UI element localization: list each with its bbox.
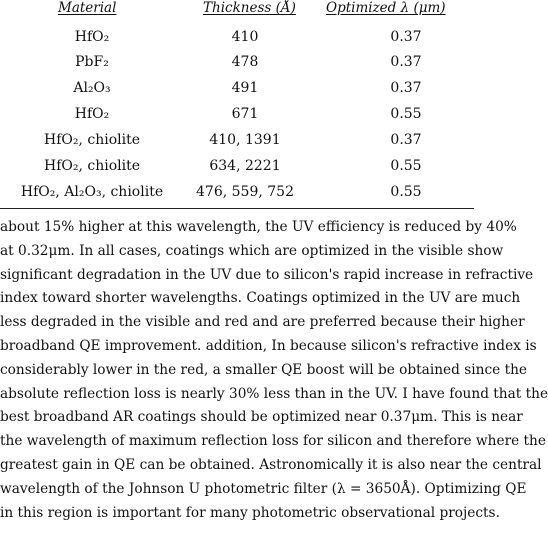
cell-lambda: 0.37 <box>390 132 422 148</box>
table-header <box>0 0 474 20</box>
cell-material: PbF₂ <box>75 54 109 70</box>
table-row <box>0 80 474 104</box>
text-line: significant degradation in the UV due to silicon's rapid increase in refractive <box>0 266 534 283</box>
cell-material: HfO₂, chiolite <box>43 158 141 174</box>
text-line: index toward shorter wavelengths. Coatings optimized in the UV are much <box>0 290 521 307</box>
cell-lambda: 0.55 <box>390 158 422 174</box>
cell-thickness: 634, 2221 <box>209 158 281 174</box>
table-row <box>0 158 474 182</box>
cell-lambda: 0.55 <box>390 106 422 122</box>
cell-material: HfO₂ <box>74 29 110 45</box>
cell-thickness: 476, 559, 752 <box>196 184 294 200</box>
table-row <box>0 54 474 78</box>
cell-thickness: 410 <box>231 29 259 45</box>
table-row <box>0 29 474 53</box>
text-line: broadband QE improvement. addition, In because silicon's refractive index is <box>0 337 537 354</box>
table-row <box>0 184 474 208</box>
cell-lambda: 0.37 <box>390 54 422 70</box>
table-row <box>0 106 474 130</box>
cell-thickness: 671 <box>231 106 259 122</box>
header-material: Material <box>58 0 117 16</box>
cell-thickness: 478 <box>231 54 259 70</box>
text-line: considerably lower in the red, a smaller QE boost will be obtained since the <box>0 361 527 378</box>
cell-lambda: 0.37 <box>390 80 422 96</box>
text-line: in this region is important for many photometric observational projects. <box>0 504 500 521</box>
table-bottom-rule <box>0 208 474 209</box>
cell-material: Al₂O₃ <box>73 80 111 96</box>
text-line: about 15% higher at this wavelength, the UV efficiency is reduced by 40% <box>0 219 517 235</box>
cell-material: HfO₂, Al₂O₃, chiolite <box>20 184 164 200</box>
cell-thickness: 491 <box>231 80 259 96</box>
header-thickness: Thickness (Å) <box>203 0 296 16</box>
cell-material: HfO₂ <box>74 106 110 122</box>
cell-lambda: 0.55 <box>390 184 422 200</box>
text-line: less degraded in the visible and red and are preferred because their higher <box>0 314 525 331</box>
text-line: at 0.32μm. In all cases, coatings which are optimized in the visible show <box>0 242 504 259</box>
cell-thickness: 410, 1391 <box>209 132 281 148</box>
text-line: best broadband AR coatings should be optimized near 0.37μm. This is near <box>0 409 523 426</box>
header-optimized-lambda: Optimized λ (μm) <box>326 0 446 16</box>
table-row <box>0 132 474 156</box>
body-paragraph <box>0 216 548 525</box>
text-line: the wavelength of maximum reflection loss for silicon and therefore where the <box>0 433 546 450</box>
text-line: greatest gain in QE can be obtained. Astronomically it is also near the central <box>0 456 542 473</box>
cell-lambda: 0.37 <box>390 29 422 45</box>
text-line: absolute reflection loss is nearly 30% less than in the UV. I have found that the <box>0 385 548 402</box>
text-line: wavelength of the Johnson U photometric filter (λ = 3650Å). Optimizing QE <box>0 480 527 497</box>
cell-material: HfO₂, chiolite <box>43 132 141 148</box>
